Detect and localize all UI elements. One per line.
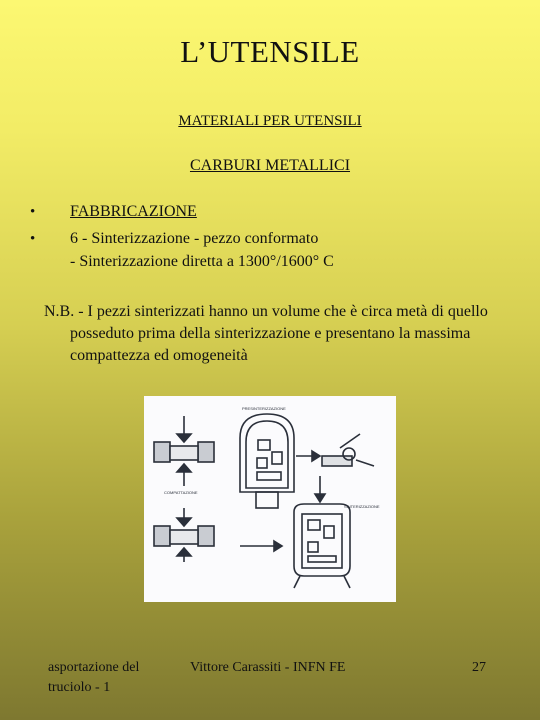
slide-title: L’UTENSILE	[180, 34, 360, 69]
diagram-label-mid: COMPATTAZIONE	[164, 490, 198, 495]
diagram-label-right: SINTERIZZAZIONE	[344, 504, 380, 509]
diagram-label-top: PRESINTERIZZAZIONE	[242, 406, 286, 411]
bullet-marker: •	[30, 231, 36, 247]
section-heading: CARBURI METALLICI	[189, 157, 351, 174]
footer-center: Vittore Carassiti - INFN FE	[190, 660, 346, 675]
bullet-continuation: - Sinterizzazione diretta a 1300°/1600° C	[70, 253, 334, 270]
slide-subtitle: MATERIALI PER UTENSILI	[178, 113, 362, 129]
note-paragraph: N.B. - I pezzi sinterizzati hanno un volume che è circa metà di quello posseduto prima della sinterizzazione e presentano la massima compattezza ed omogeneità	[44, 303, 488, 364]
sintering-diagram	[144, 396, 396, 602]
bullet-item: FABBRICAZIONE	[70, 203, 197, 220]
bullet-item: 6 - Sinterizzazione - pezzo conformato	[70, 230, 319, 247]
page-number: 27	[472, 660, 486, 675]
footer-left: asportazione del truciolo - 1	[48, 660, 140, 695]
bullet-marker: •	[30, 204, 36, 220]
